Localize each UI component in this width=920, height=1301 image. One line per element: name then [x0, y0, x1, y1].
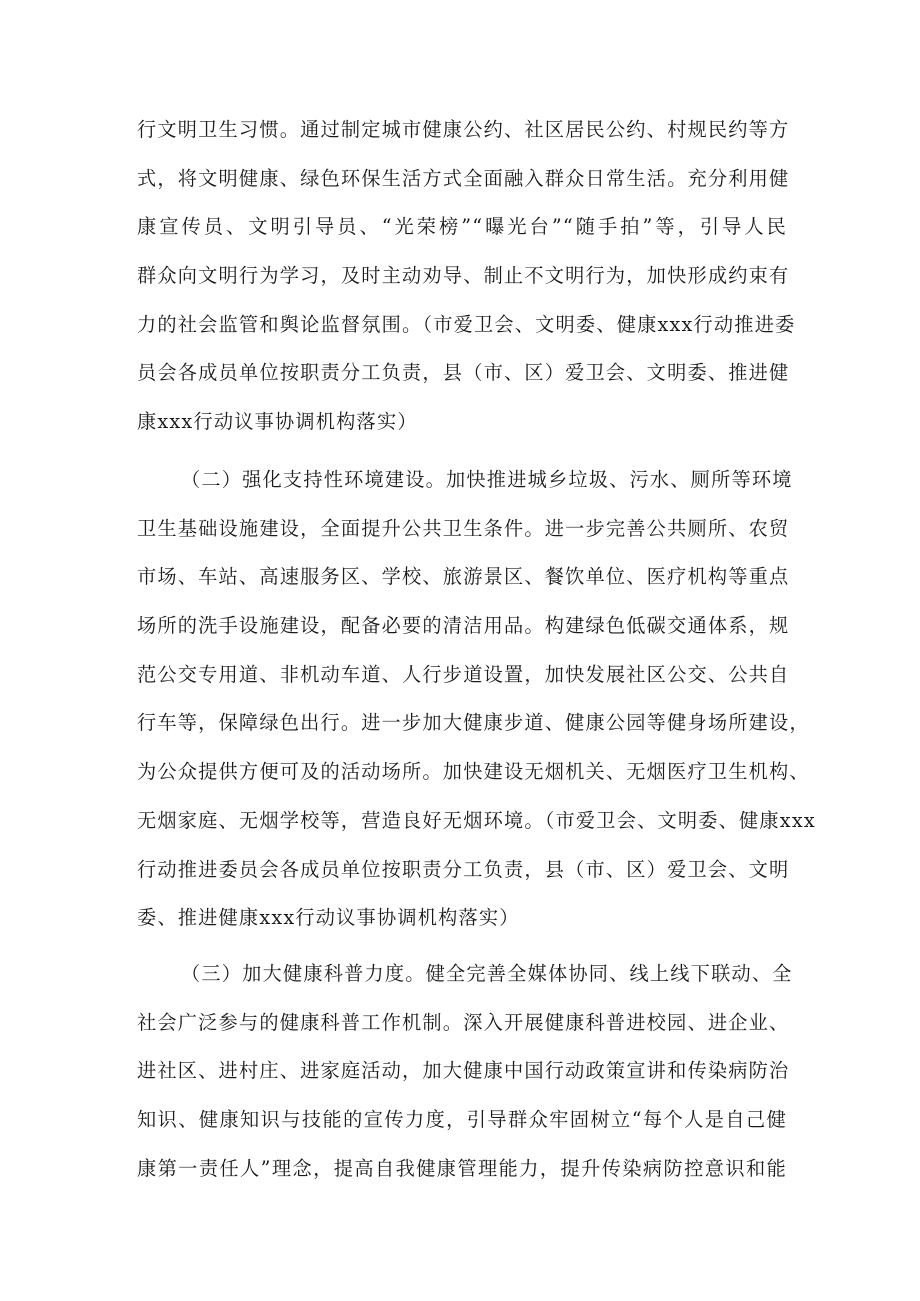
text-line: 社会广泛参与的健康科普工作机制。深入开展健康科普进校园、进企业、: [137, 1010, 790, 1034]
text-line: 知识、健康知识与技能的宣传力度，引导群众牢固树立“每个人是自己健: [137, 1108, 787, 1132]
text-line: 行车等，保障绿色出行。进一步加大健康步道、健康公园等健身场所建设，: [137, 711, 810, 735]
text-line: 进社区、进村庄、进家庭活动，加大健康中国行动政策宣讲和传染病防治: [137, 1059, 790, 1083]
text-line: 场所的洗手设施建设，配备必要的清洁用品。构建绿色低碳交通体系，规: [137, 614, 790, 638]
text-line: 为公众提供方便可及的活动场所。加快建设无烟机关、无烟医疗卫生机构、: [137, 760, 810, 784]
text-line: 康第一责任人”理念，提高自我健康管理能力，提升传染病防控意识和能: [137, 1156, 787, 1180]
text-line: 卫生基础设施建设，全面提升公共卫生条件。进一步完善公共厕所、农贸: [137, 516, 790, 540]
text-line: 委、推进健康xxx行动议事协调机构落实）: [137, 906, 520, 930]
text-line: 康宣传员、文明引导员、“光荣榜”“曝光台”“随手拍”等，引导人民: [137, 215, 787, 239]
text-line: 行动推进委员会各成员单位按职责分工负责，县（市、区）爱卫会、文明: [137, 857, 790, 881]
text-line: 力的社会监管和舆论监督氛围。（市爱卫会、文明委、健康xxx行动推进委: [137, 312, 796, 336]
text-line: 式，将文明健康、绿色环保生活方式全面融入群众日常生活。充分利用健: [137, 166, 790, 190]
section-2-heading-line: （二）强化支持性环境建设。加快推进城乡垃圾、污水、厕所等环境: [181, 468, 793, 491]
paragraph-continued: [137, 106, 796, 447]
text-line: 范公交专用道、非机动车道、人行步道设置，加快发展社区公交、公共自: [137, 662, 790, 686]
text-line: 市场、车站、高速服务区、学校、旅游景区、餐饮单位、医疗机构等重点: [137, 565, 790, 589]
section-3-heading-line: （三）加大健康科普力度。健全完善全媒体协同、线上线下联动、全: [181, 962, 793, 985]
paragraph-section-2: [137, 456, 816, 943]
text-line: 群众向文明行为学习，及时主动劝导、制止不文明行为，加快形成约束有: [137, 264, 790, 288]
text-line: 无烟家庭、无烟学校等，营造良好无烟环境。（市爱卫会、文明委、健康xxx: [137, 808, 816, 832]
text-line: 员会各成员单位按职责分工负责，县（市、区）爱卫会、文明委、推进健: [137, 361, 790, 385]
text-line: 康xxx行动议事协调机构落实）: [137, 410, 418, 434]
text-line: 行文明卫生习惯。通过制定城市健康公约、社区居民公约、村规民约等方: [137, 118, 790, 141]
paragraph-section-3: [137, 950, 793, 1193]
